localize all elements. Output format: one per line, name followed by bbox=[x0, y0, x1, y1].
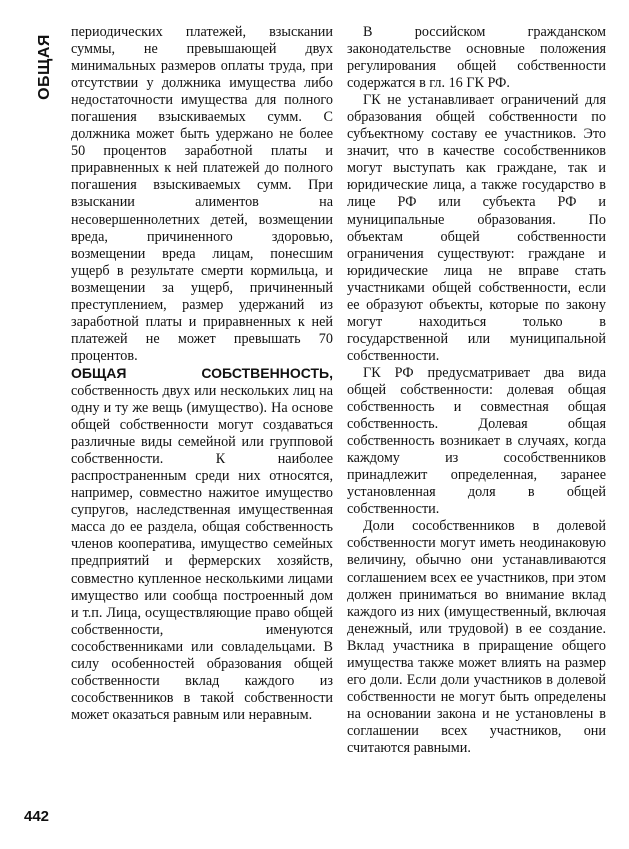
paragraph: ГК РФ предусматривает два вида общей собственности: долевая общая собственность и совместная общая собственность. Долевая общая собственность возникает в случаях, когда каждому из сособственников принадлежит определенная, заранее установленная доля в общей собственности. bbox=[347, 364, 606, 518]
entry-paragraph bbox=[71, 365, 333, 724]
page-number: 442 bbox=[24, 808, 50, 825]
right-column bbox=[347, 24, 606, 757]
paragraph: ГК не устанавливает ограничений для образования общей собственности по субъектному составу ее участников. Это значит, что в качестве сособственников могут выступать как граждане, так и юридические лица, а также государство в лице РФ или субъекта РФ и муниципальные образования. По объектам общей собственности ограничения существуют: граждане и юридические лица не вправе стать участниками общей собственности, если ее образуют объекты, которые по закону могут находиться только в государственной или муниципальной собственности. bbox=[347, 92, 606, 364]
paragraph: Доли сособственников в долевой собственности могут иметь неодинаковую величину, обычно они устанавливаются соглашением всех ее участников, при этом должен приниматься во внимание вклад каждого из них (имущественный, включая денежный, или трудовой) в ее создание. Вклад участника в приращение общего имущества также может влиять на размер его доли. Если доли участников в долевой собственности не могут быть определены на основании закона и не установлены в соглашении всех участников, они считаются равными. bbox=[347, 518, 606, 756]
section-side-label bbox=[34, 28, 56, 106]
section-side-label-text: ОБЩАЯ bbox=[36, 34, 53, 100]
entry-text: собственность двух или нескольких лиц на одну и ту же вещь (имущество). На основе общей собственности могут создаваться различные виды семейной или групповой собственности. К наиболее распространенным среди них относятся, например, совместно нажитое имущество супругов, наследственная имущественная масса до ее раздела, общая собственность членов кооператива, имущество семейных предприятий и фермерских хозяйств, совместно купленное несколькими лицами имущество или сообща построенный дом и т.п. Лица, осуществляющие право общей собственности, именуются сособственниками или совладельцами. В силу особенностей образования общей собственности вклад каждого из сособственников в такой собственности может оказаться равным или неравным. bbox=[71, 382, 333, 723]
continuation-paragraph: периодических платежей, взыскании суммы, не превышающей двух минимальных размеров оплаты труда, при отсутствии у должника имущества либо недостаточности имущества для полного погашения взыскиваемых сумм. С должника может быть удержано не более 50 процентов заработной платы и приравненных к ней платежей до полного погашения взыскиваемых сумм. При взыскании алиментов на несовершеннолетних детей, возмещении вреда, причиненного здоровью, возмещении вреда лицам, понесшим ущерб в результате смерти кормильца, и возмещении за ущерб, причиненный преступлением, размер удержаний из заработной платы и приравненных к ней платежей не может превышать 70 процентов. bbox=[71, 24, 333, 364]
paragraph: В российском гражданском законодательстве основные положения регулирования общей собственности содержатся в гл. 16 ГК РФ. bbox=[347, 24, 606, 92]
entry-headword: ОБЩАЯ СОБСТВЕННОСТЬ, bbox=[71, 364, 333, 381]
left-column bbox=[71, 24, 333, 724]
